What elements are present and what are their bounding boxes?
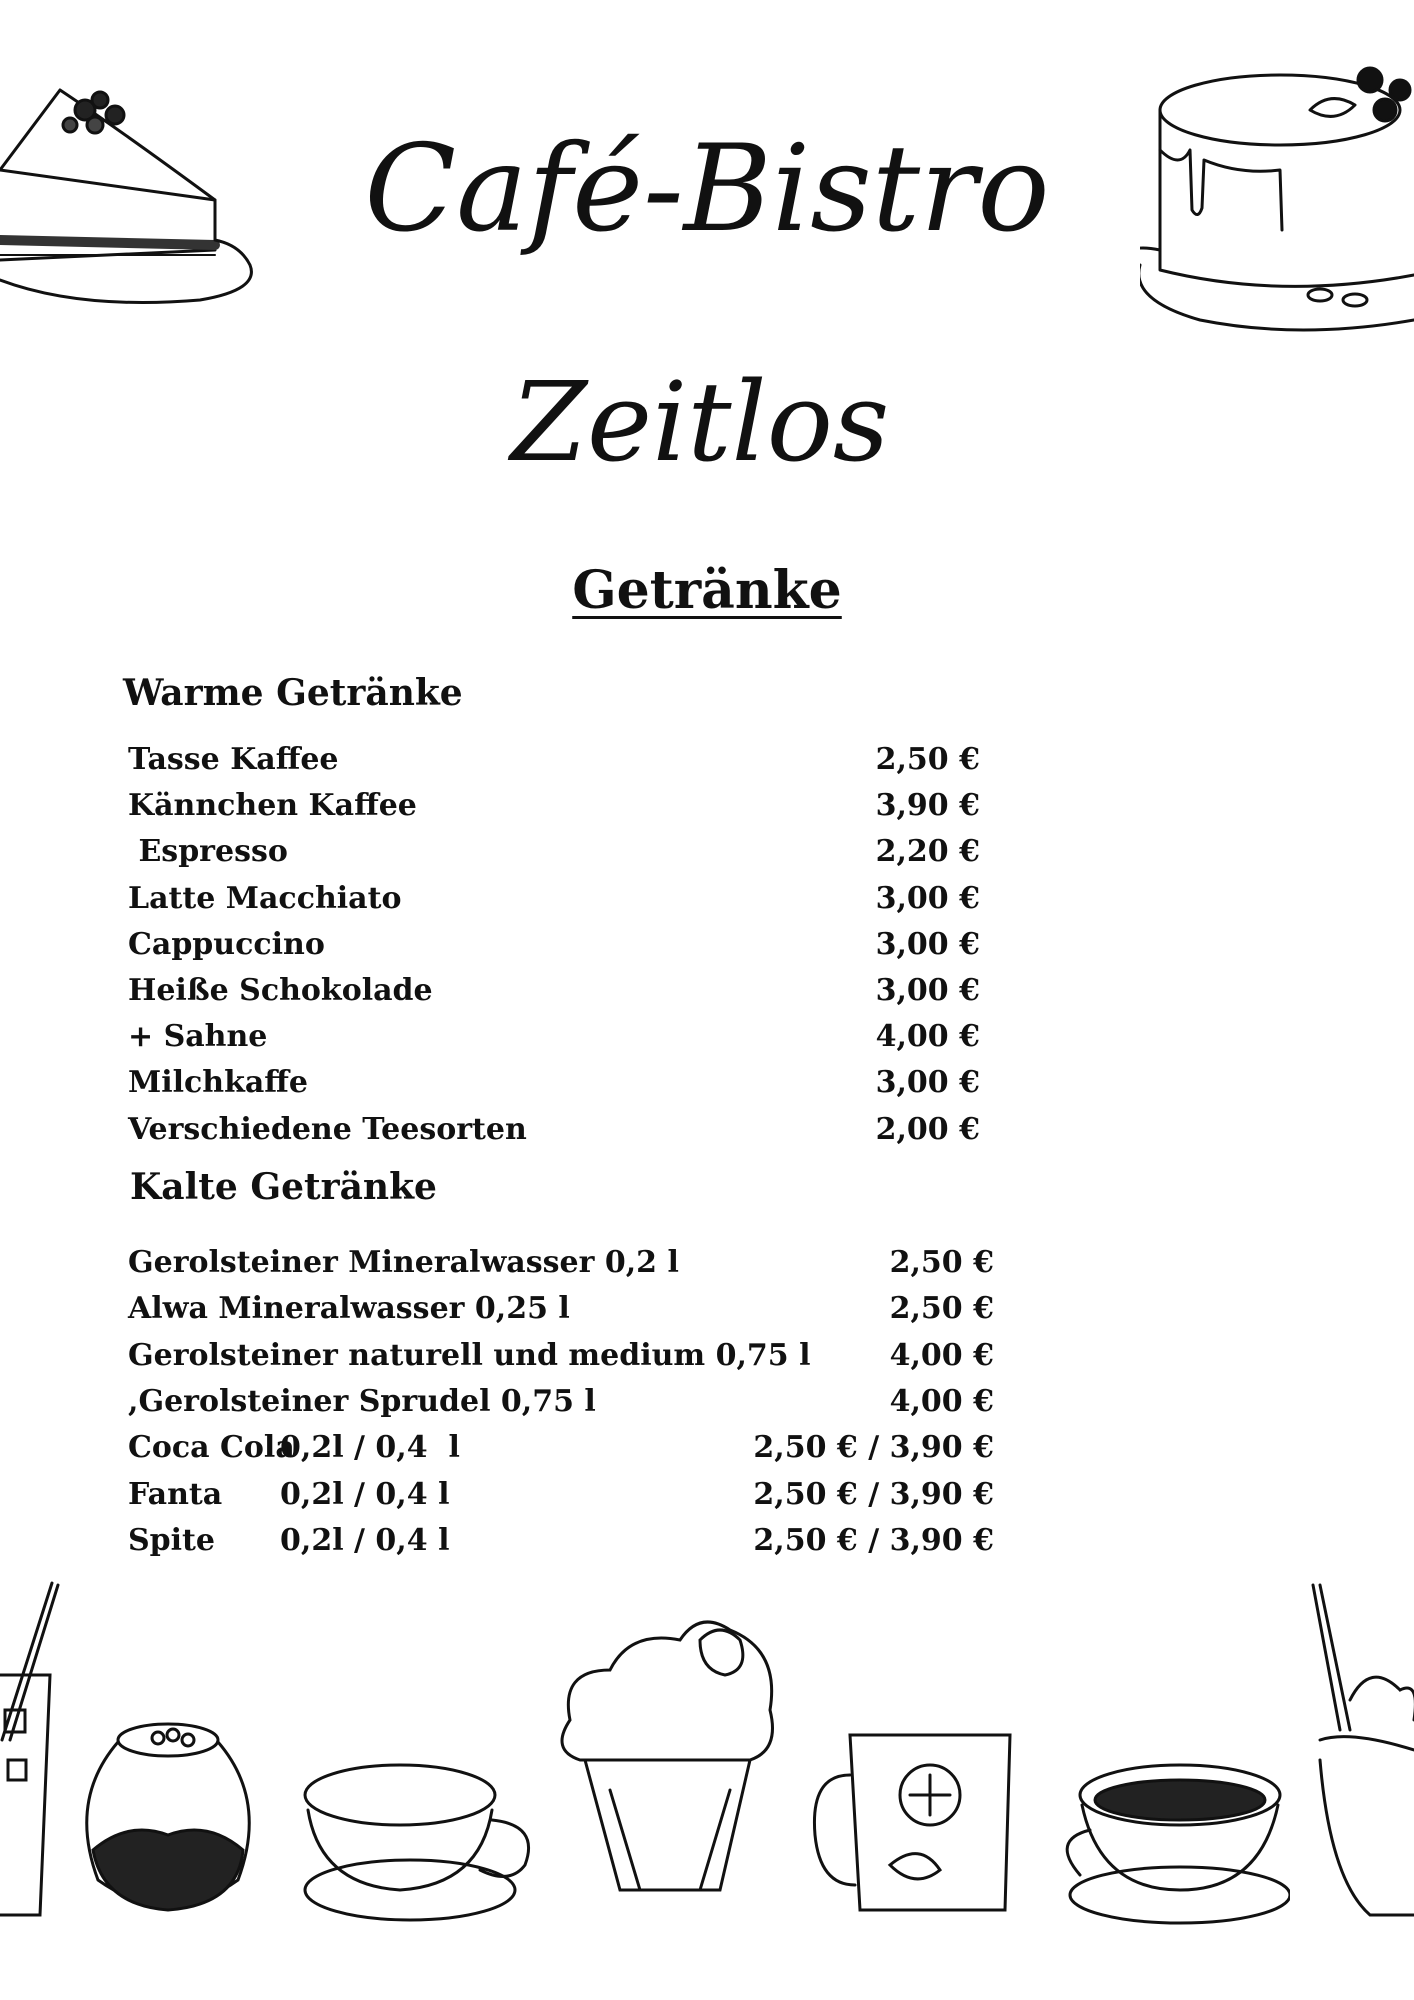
menu-heading: Getränke bbox=[572, 560, 842, 621]
item-name: Heiße Schokolade bbox=[128, 973, 433, 1008]
item-price: 2,20 € bbox=[875, 834, 980, 870]
menu-row bbox=[128, 1065, 980, 1111]
menu-row bbox=[128, 742, 980, 788]
iced-drink-icon bbox=[0, 1580, 60, 1920]
coffee-cup-icon bbox=[1060, 1750, 1290, 1930]
menu-row bbox=[128, 1245, 994, 1291]
item-name: Espresso bbox=[128, 834, 288, 870]
cappuccino-cup-icon bbox=[300, 1755, 540, 1925]
item-price: 3,00 € bbox=[875, 926, 980, 962]
item-name: Cappuccino bbox=[128, 926, 325, 962]
item-name: Gerolsteiner naturell und medium 0,75 l bbox=[128, 1337, 811, 1373]
item-name: Milchkaffe bbox=[128, 1065, 309, 1101]
item-size: 0,2l / 0,4 l bbox=[280, 1476, 450, 1512]
item-price: 4,00 € bbox=[889, 1383, 994, 1419]
menu-row bbox=[128, 973, 980, 1019]
item-name: Spite bbox=[128, 1522, 215, 1558]
tea-mug-icon bbox=[810, 1715, 1020, 1925]
warm-drinks-title: Warme Getränke bbox=[123, 672, 463, 714]
menu-row bbox=[128, 1338, 994, 1384]
item-name: Coca Cola bbox=[128, 1430, 295, 1466]
item-price: 2,50 € bbox=[875, 742, 980, 777]
item-price: 2,50 € / 3,90 € bbox=[753, 1430, 994, 1466]
script-title-line2: Zeitlos bbox=[510, 358, 890, 480]
item-price: 2,50 € / 3,90 € bbox=[753, 1476, 994, 1512]
menu-row bbox=[128, 1477, 994, 1523]
menu-row bbox=[128, 1112, 980, 1158]
item-price: 3,00 € bbox=[875, 973, 980, 1008]
cafe-name-script bbox=[0, 60, 1414, 480]
item-name: Tasse Kaffee bbox=[128, 742, 339, 777]
item-name: Latte Macchiato bbox=[128, 880, 402, 916]
jar-icon bbox=[78, 1720, 258, 1920]
sundae-icon bbox=[550, 1610, 790, 1910]
item-price: 2,50 € / 3,90 € bbox=[753, 1522, 994, 1558]
item-name: + Sahne bbox=[128, 1019, 268, 1055]
item-name: Fanta bbox=[128, 1476, 223, 1512]
menu-row bbox=[128, 1384, 994, 1430]
cold-drinks-title: Kalte Getränke bbox=[130, 1166, 437, 1208]
item-name: Kännchen Kaffee bbox=[128, 788, 417, 824]
menu-row bbox=[128, 881, 980, 927]
menu-row bbox=[128, 1523, 994, 1569]
item-size: 0,2l / 0,4 l bbox=[280, 1430, 460, 1466]
menu-row bbox=[128, 834, 980, 880]
menu-row bbox=[128, 1019, 980, 1065]
item-price: 3,00 € bbox=[875, 880, 980, 916]
item-price: 2,50 € bbox=[889, 1245, 994, 1280]
item-name: Verschiedene Teesorten bbox=[128, 1111, 527, 1147]
script-title-line1: Café-Bistro bbox=[364, 120, 1050, 259]
item-price: 2,00 € bbox=[875, 1111, 980, 1147]
menu-row bbox=[128, 927, 980, 973]
item-price: 4,00 € bbox=[889, 1337, 994, 1373]
menu-row bbox=[128, 788, 980, 834]
item-name: Gerolsteiner Mineralwasser 0,2 l bbox=[128, 1245, 679, 1280]
item-price: 3,00 € bbox=[875, 1065, 980, 1101]
item-price: 2,50 € bbox=[889, 1291, 994, 1327]
menu-row bbox=[128, 1291, 994, 1337]
item-size: 0,2l / 0,4 l bbox=[280, 1522, 450, 1558]
item-name: Alwa Mineralwasser 0,25 l bbox=[128, 1291, 570, 1327]
frappe-icon bbox=[1310, 1580, 1414, 1920]
item-price: 4,00 € bbox=[875, 1019, 980, 1055]
item-price: 3,90 € bbox=[875, 788, 980, 824]
item-name: ,Gerolsteiner Sprudel 0,75 l bbox=[128, 1383, 596, 1419]
menu-row bbox=[128, 1430, 994, 1476]
